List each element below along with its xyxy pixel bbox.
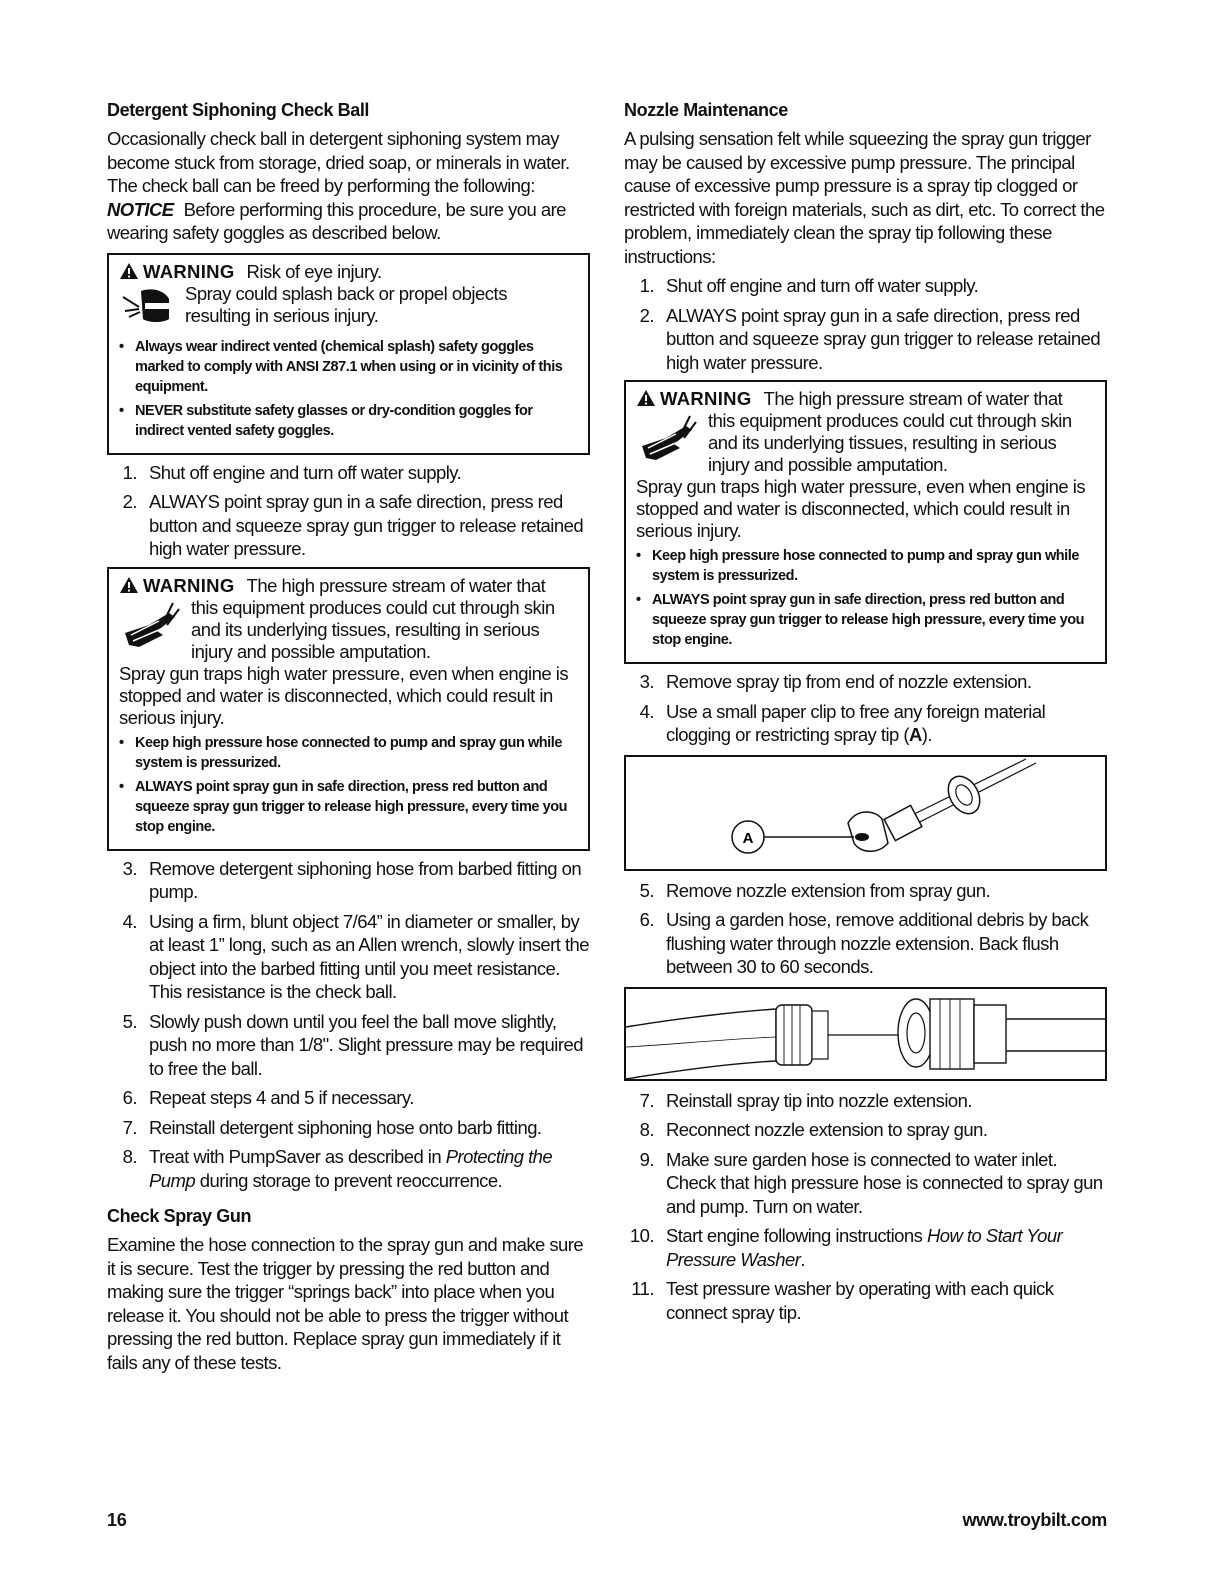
warning-detail: this equipment produces could cut through skin and its underlying tissues, resulting in serious injury and possible amputation. [191, 596, 555, 662]
list-item: 1. Shut off engine and turn off water supply. [122, 461, 462, 483]
detergent-intro: Occasionally check ball in detergent siphoning system may become stuck from storage, dried soap, or minerals in water. The check ball can be freed by performing the following: [107, 128, 570, 196]
warning-bullets [119, 337, 580, 441]
warning-bullet: • ALWAYS point spray gun in safe direction, press red button and squeeze spray gun trigger to release high pressure, every time you stop engine. [119, 777, 580, 837]
warning-triangle-icon [636, 389, 656, 407]
warning-bullet: • Keep high pressure hose connected to pump and spray gun while system is pressurized. [119, 733, 580, 773]
warning-headline: The high pressure stream of water that [246, 574, 546, 596]
notice-label: NOTICE [107, 198, 174, 220]
warning-bullet: • Keep high pressure hose connected to pump and spray gun while system is pressurized. [636, 546, 1097, 586]
nozzle-heading: Nozzle Maintenance [624, 100, 788, 120]
warning-body: Spray gun traps high water pressure, even when engine is stopped and water is disconnected, which could result in serious injury. [636, 476, 1086, 541]
list-item: 5. Remove nozzle extension from spray gun. [639, 879, 991, 901]
warning-bullets [119, 733, 580, 837]
cross-reference: How to Start Your Pressure Washer [666, 1225, 1063, 1270]
warning-bullet: • Always wear indirect vented (chemical splash) safety goggles marked to comply with ANSI Z87.1 when using or in vicinity of this equipment. [119, 337, 580, 397]
right-column [624, 100, 1107, 1330]
warning-header [119, 261, 580, 283]
warning-label: WARNING [660, 388, 752, 409]
spray-tip-figure [624, 755, 1107, 871]
left-column [107, 100, 590, 1374]
right-steps-d [624, 1089, 1107, 1325]
spraygun-heading: Check Spray Gun [107, 1206, 252, 1226]
list-item: 4. Use a small paper clip to free any foreign material clogging or restricting spray tip (A). [639, 700, 1046, 745]
list-item: 3. Remove spray tip from end of nozzle extension. [639, 671, 1032, 692]
detergent-heading: Detergent Siphoning Check Ball [107, 100, 370, 120]
list-item: 11. Test pressure washer by operating with each quick connect spray tip. [631, 1278, 1054, 1323]
warning-triangle-icon [119, 576, 139, 594]
right-steps-a [624, 274, 1107, 374]
right-steps-b [624, 670, 1107, 747]
left-steps-b [107, 857, 590, 1193]
list-item: 8. Treat with PumpSaver as described in Protecting the Pump during storage to prevent reoccurrence. [122, 1146, 553, 1191]
list-item: 2. ALWAYS point spray gun in a safe direction, press red button and squeeze spray gun trigger to release retained high water pressure. [122, 491, 584, 559]
page-number: 16 [107, 1510, 127, 1530]
warning-label: WARNING [143, 574, 235, 596]
warning-box-stream [107, 567, 590, 851]
list-item: 3. Remove detergent siphoning hose from barbed fitting on pump. [122, 857, 582, 902]
warning-bullet: • NEVER substitute safety glasses or dry-condition goggles for indirect vented safety goggles. [119, 401, 580, 441]
list-item: 5. Slowly push down until you feel the ball move slightly, push no more than 1/8". Slight pressure may be required to free the ball. [122, 1010, 583, 1079]
warning-header [119, 575, 580, 597]
nozzle-extension-figure [624, 987, 1107, 1081]
spray-tip-illustration [626, 757, 1105, 869]
notice-text: Before performing this procedure, be sure you are wearing safety goggles as described below. [107, 198, 566, 243]
warning-headline: Risk of eye injury. [246, 260, 382, 282]
goggles-splash-icon [119, 285, 179, 325]
left-steps-a [107, 461, 590, 561]
list-item: 8. Reconnect nozzle extension to spray gun. [639, 1119, 988, 1140]
warning-triangle-icon [119, 262, 139, 280]
warning-header [636, 388, 1097, 410]
warning-label: WARNING [143, 260, 235, 282]
list-item: 1. Shut off engine and turn off water supply. [639, 275, 979, 296]
list-item: 2. ALWAYS point spray gun in a safe direction, press red button and squeeze spray gun trigger to release retained high water pressure. [639, 304, 1101, 373]
warning-bullet: • ALWAYS point spray gun in safe direction, press red button and squeeze spray gun trigger to release high pressure, every time you stop engine. [636, 590, 1097, 650]
list-item: 10. Start engine following instructions How to Start Your Pressure Washer. [629, 1225, 1063, 1270]
nozzle-intro: A pulsing sensation felt while squeezing the spray gun trigger may be caused by excessive pump pressure. The principal cause of excessive pump pressure is a spray tip clogged or restricted with foreign materials, such as dirt, etc. To correct the problem, immediately clean the spray tip following these instructions: [624, 128, 1105, 267]
list-item: 7. Reinstall detergent siphoning hose onto barb fitting. [122, 1116, 542, 1138]
list-item: 4. Using a firm, blunt object 7/64” in diameter or smaller, by at least 1” long, such as an Allen wrench, slowly insert the object into the barbed fitting until you meet resistance. This resistance is the check ball. [122, 910, 590, 1002]
nozzle-extension-illustration [626, 989, 1105, 1079]
notice-paragraph [107, 198, 590, 245]
list-item: 6. Repeat steps 4 and 5 if necessary. [122, 1087, 414, 1108]
warning-box-stream [624, 380, 1107, 664]
high-pressure-spray-hand-icon [119, 599, 185, 661]
warning-detail: this equipment produces could cut through skin and its underlying tissues, resulting in serious injury and possible amputation. [708, 410, 1072, 475]
warning-box-eye [107, 253, 590, 455]
list-item: 9. Make sure garden hose is connected to water inlet. Check that high pressure hose is connected to spray gun and pump. Turn on water. [639, 1148, 1103, 1217]
list-item: 6. Using a garden hose, remove additional debris by back flushing water through nozzle extension. Back flush between 30 to 60 seconds. [639, 909, 1089, 977]
right-steps-c [624, 879, 1107, 979]
callout-a: A [742, 829, 754, 847]
spraygun-text: Examine the hose connection to the spray gun and make sure it is secure. Test the trigger by pressing the red button and making sure the trigger “springs back” into place when you release it. You should not be able to press the trigger without pressing the red button. Replace spray gun immediately if it fails any of these tests. [107, 1234, 584, 1373]
warning-detail: Spray could splash back or propel objects resulting in serious injury. [185, 282, 507, 326]
website-link[interactable]: www.troybilt.com [962, 1510, 1107, 1530]
warning-bullets [636, 546, 1097, 650]
list-item: 7. Reinstall spray tip into nozzle extension. [639, 1089, 972, 1111]
warning-headline: The high pressure stream of water that [763, 388, 1063, 409]
high-pressure-spray-hand-icon [636, 412, 702, 474]
warning-body: Spray gun traps high water pressure, even when engine is stopped and water is disconnected, which could result in serious injury. [119, 662, 569, 728]
cross-reference: Protecting the Pump [149, 1146, 553, 1191]
